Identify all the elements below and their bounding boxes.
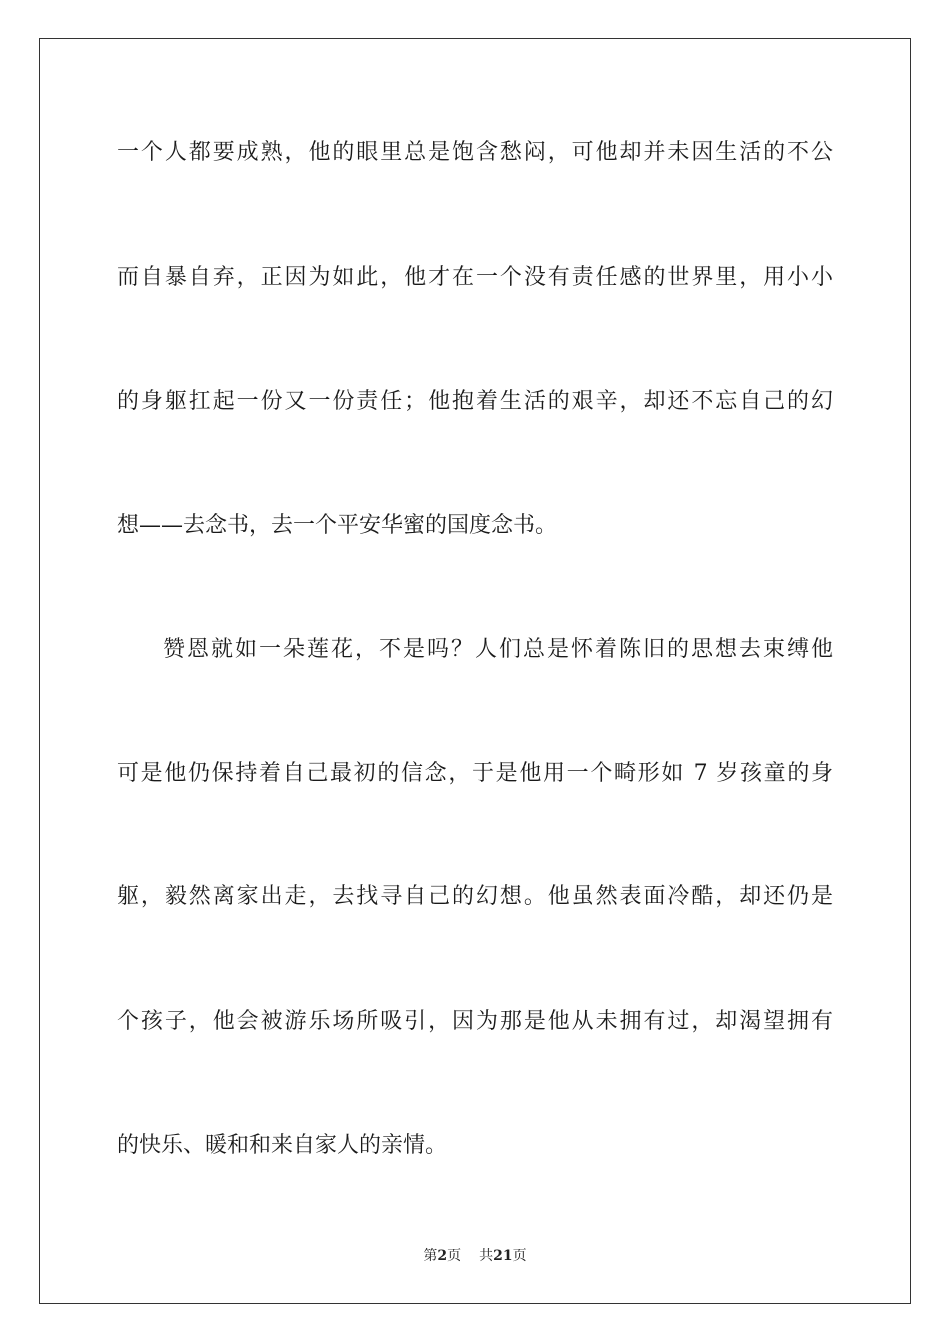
- page-suffix: 页: [447, 1248, 462, 1264]
- text-line: 个孩子，他会被游乐场所吸引，因为那是他从未拥有过，却渴望拥有: [117, 1009, 833, 1034]
- text-line: 一个人都要成熟，他的眼里总是饱含愁闷，可他却并未因生活的不公: [117, 140, 833, 165]
- total-prefix: 共: [479, 1248, 494, 1264]
- total-pages: 21: [493, 1248, 513, 1264]
- text-line: 而自暴自弃，正因为如此，他才在一个没有责任感的世界里，用小小: [117, 265, 833, 290]
- text-line: 想——去念书，去一个平安华蜜的国度念书。: [117, 513, 558, 538]
- text-line: 赞恩就如一朵莲花，不是吗？人们总是怀着陈旧的思想去束缚他: [163, 637, 833, 662]
- page-border: [39, 38, 911, 1304]
- page-footer: [0, 1247, 950, 1265]
- text-line: 躯，毅然离家出走，去找寻自己的幻想。他虽然表面冷酷，却还仍是: [117, 884, 833, 909]
- total-suffix: 页: [512, 1248, 527, 1264]
- text-line: 的身躯扛起一份又一份责任；他抱着生活的艰辛，却还不忘自己的幻: [117, 389, 833, 414]
- text-line: 的快乐、暖和和来自家人的亲情。: [117, 1133, 448, 1158]
- page-prefix: 第: [423, 1248, 438, 1264]
- text-line: 可是他仍保持着自己最初的信念，于是他用一个畸形如 7 岁孩童的身: [117, 761, 833, 786]
- page-number: 2: [437, 1248, 448, 1264]
